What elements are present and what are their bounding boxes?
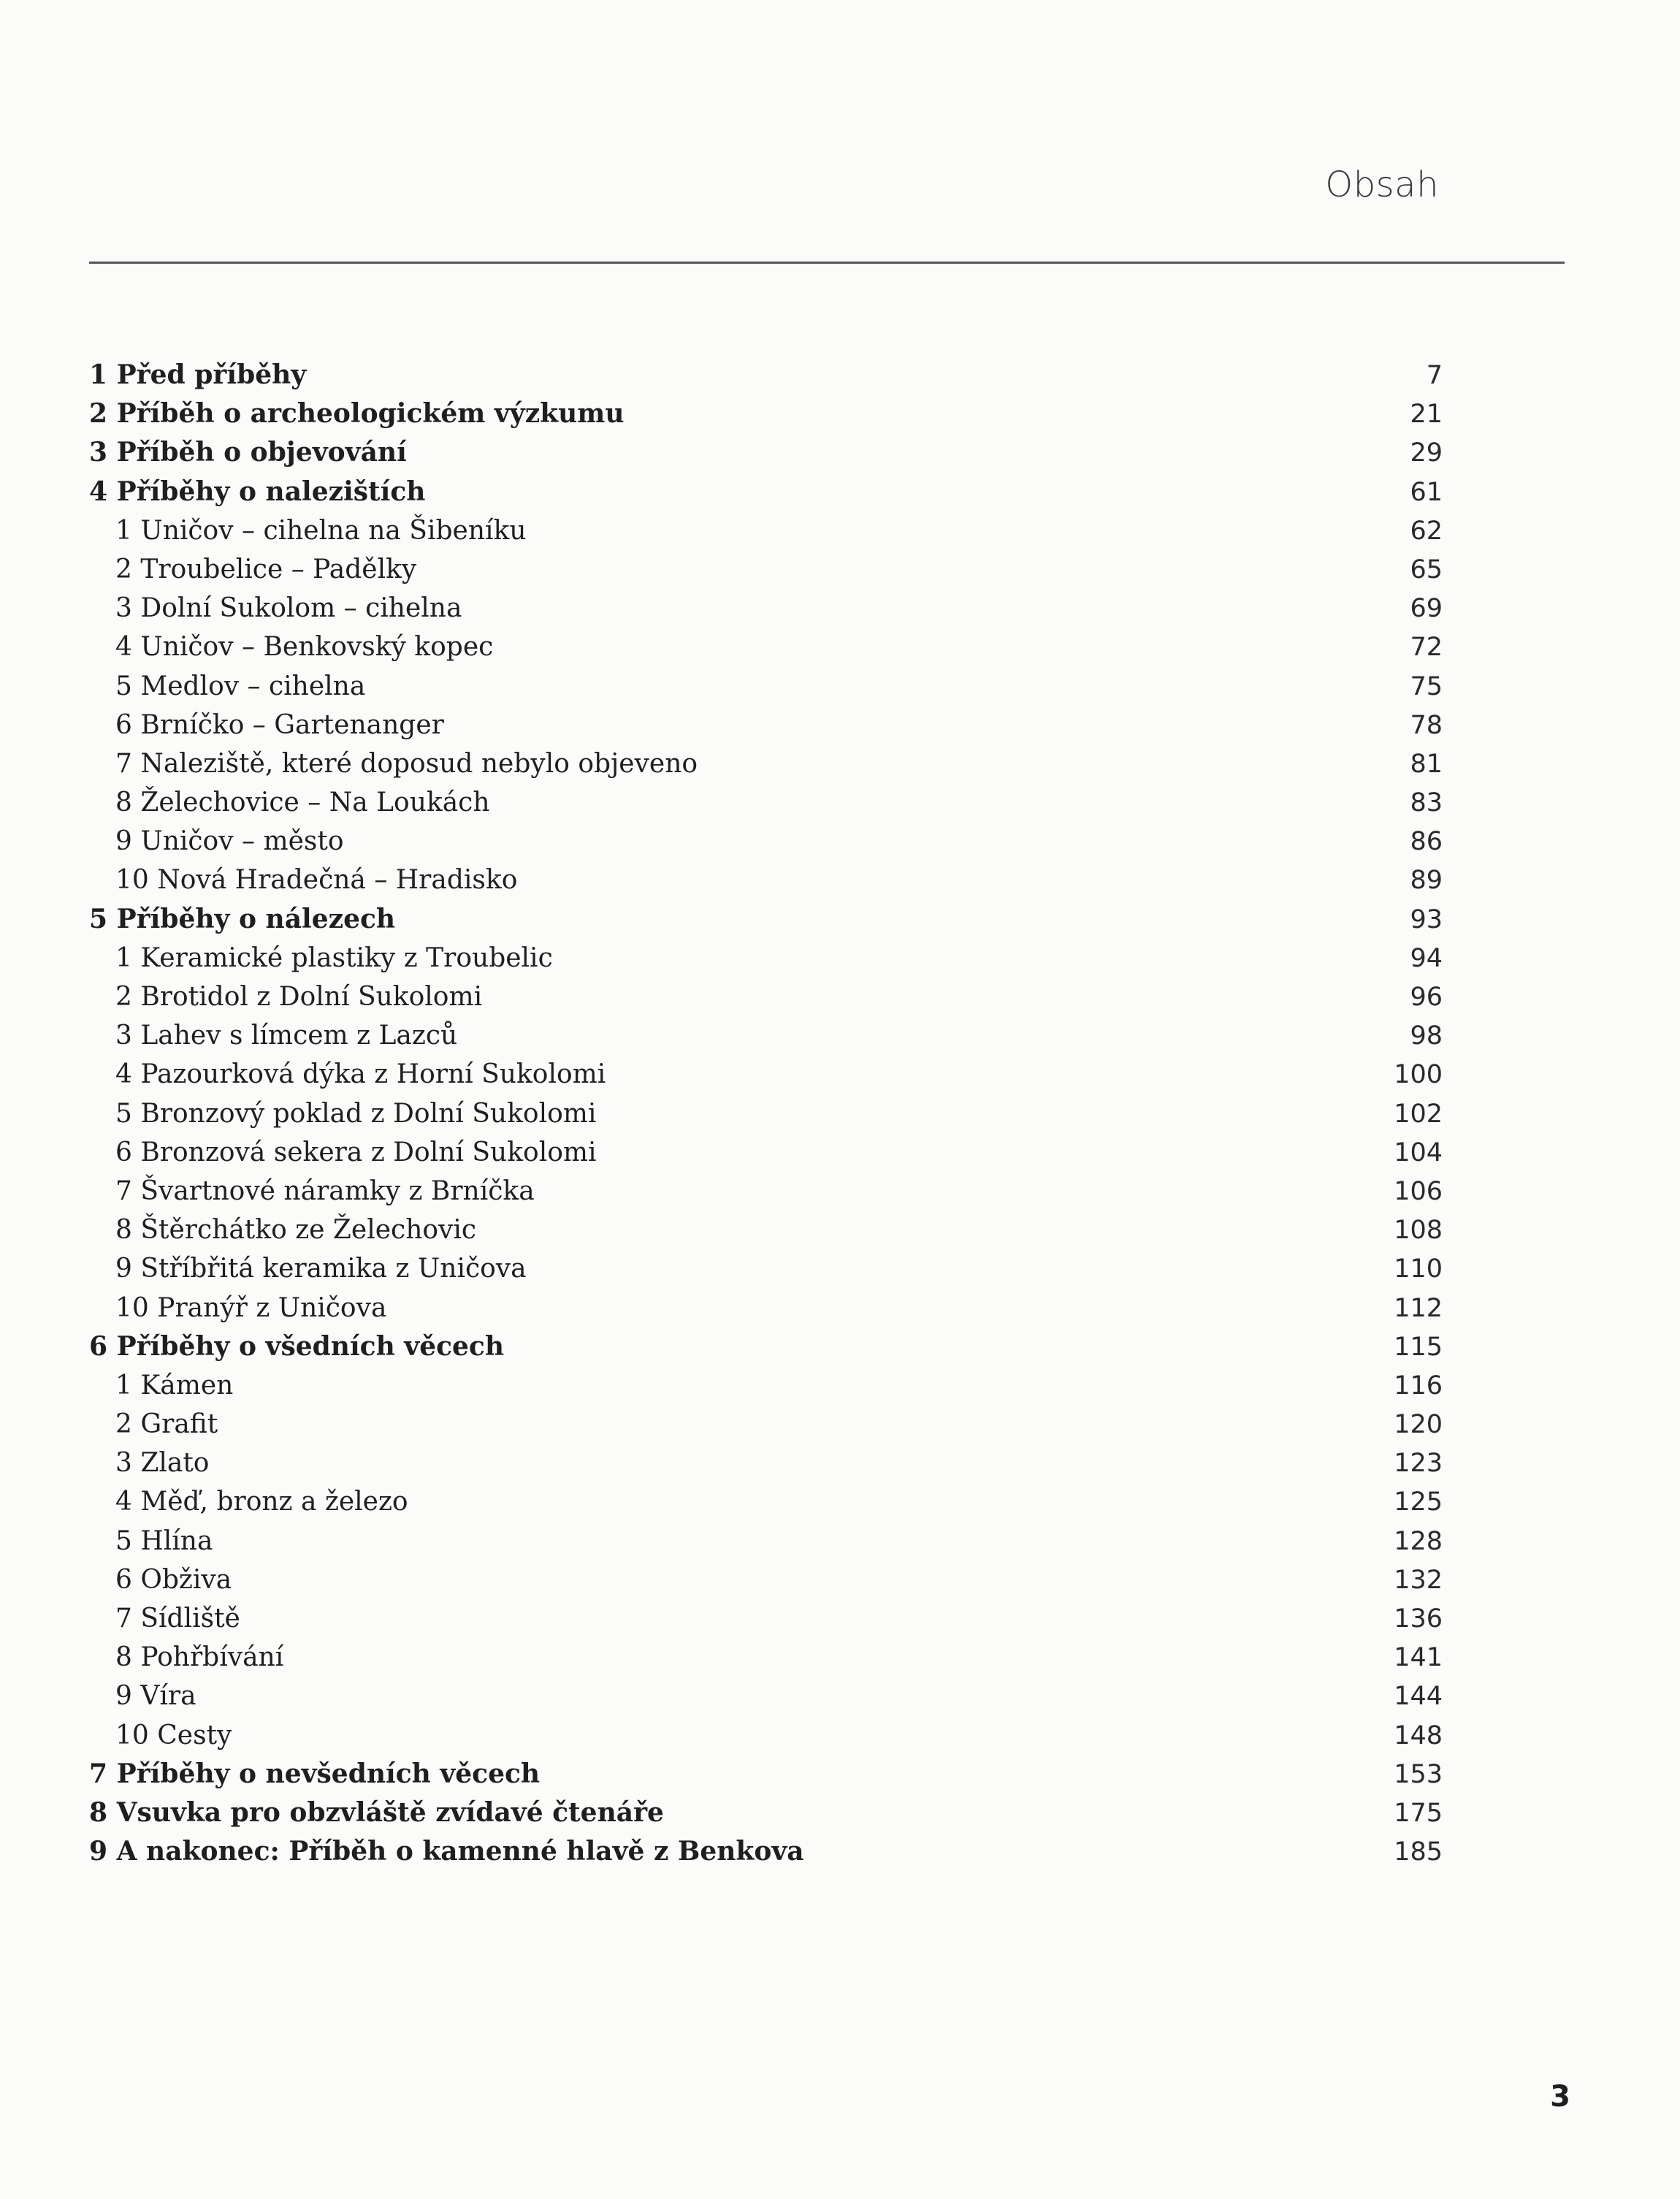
toc-entry-page: 78 [1410, 710, 1443, 740]
toc-entry-page: 98 [1410, 1021, 1443, 1051]
toc-entry-page: 61 [1410, 477, 1443, 507]
toc-section-row [89, 1716, 1443, 1755]
toc-section-row [89, 511, 1443, 550]
toc-entry-page: 89 [1410, 866, 1443, 896]
toc-entry-page: 153 [1394, 1759, 1443, 1789]
toc-section-row [89, 628, 1443, 666]
toc-entry-title: 5 Hlína [115, 1525, 213, 1556]
toc-section-row [89, 977, 1443, 1016]
toc-entry-title: 3 Dolní Sukolom – cihelna [115, 593, 462, 624]
toc-entry-page: 7 [1426, 361, 1443, 390]
toc-section-row [89, 1094, 1443, 1133]
toc-entry-title: 3 Příběh o objevování [89, 437, 407, 468]
toc-chapter-row [89, 356, 1443, 395]
toc-chapter-row [89, 433, 1443, 472]
toc-entry-page: 62 [1410, 516, 1443, 546]
toc-chapter-row [89, 473, 1443, 511]
toc-entry-page: 100 [1394, 1060, 1443, 1090]
toc-entry-title: 9 A nakonec: Příběh o kamenné hlavě z Benkova [89, 1836, 804, 1867]
toc-entry-page: 108 [1394, 1216, 1443, 1246]
toc-entry-title: 2 Brotidol z Dolní Sukolomi [115, 982, 483, 1012]
toc-entry-title: 1 Keramické plastiky z Troubelic [115, 942, 553, 973]
toc-section-row [89, 1560, 1443, 1599]
toc-entry-page: 65 [1410, 554, 1443, 584]
toc-entry-page: 102 [1394, 1099, 1443, 1129]
toc-chapter-row [89, 1832, 1443, 1871]
heading-divider [89, 262, 1565, 264]
toc-entry-page: 132 [1394, 1565, 1443, 1595]
toc-section-row [89, 1249, 1443, 1288]
toc-entry-title: 6 Bronzová sekera z Dolní Sukolomi [115, 1137, 597, 1167]
toc-entry-page: 106 [1394, 1176, 1443, 1206]
toc-entry-page: 93 [1410, 904, 1443, 934]
toc-section-row [89, 1444, 1443, 1482]
toc-entry-page: 185 [1394, 1837, 1443, 1867]
toc-entry-title: 7 Sídliště [115, 1604, 240, 1634]
toc-entry-page: 112 [1394, 1293, 1443, 1323]
toc-entry-title: 1 Před příběhy [89, 359, 307, 390]
toc-section-row [89, 783, 1443, 822]
toc-entry-title: 1 Kámen [115, 1370, 234, 1400]
toc-entry-title: 3 Lahev s límcem z Lazců [115, 1021, 458, 1051]
page-title: Obsah [1325, 164, 1439, 205]
toc-entry-page: 125 [1394, 1487, 1443, 1517]
toc-entry-page: 175 [1394, 1798, 1443, 1828]
toc-entry-page: 72 [1410, 633, 1443, 663]
toc-entry-page: 104 [1394, 1137, 1443, 1167]
toc-entry-page: 86 [1410, 827, 1443, 857]
toc-entry-title: 8 Pohřbívání [115, 1642, 284, 1673]
toc-entry-page: 144 [1394, 1682, 1443, 1712]
toc-entry-page: 115 [1394, 1332, 1443, 1362]
toc-entry-title: 8 Štěrchátko ze Želechovic [115, 1215, 477, 1246]
toc-entry-title: 4 Příběhy o nalezištích [89, 476, 426, 507]
toc-chapter-row [89, 1794, 1443, 1832]
toc-entry-title: 2 Příběh o archeologickém výzkumu [89, 398, 625, 430]
toc-entry-page: 148 [1394, 1720, 1443, 1750]
page-number: 3 [1550, 2080, 1570, 2114]
toc-entry-title: 2 Grafit [115, 1409, 218, 1440]
toc-entry-title: 5 Medlov – cihelna [115, 671, 366, 701]
toc-entry-title: 1 Uničov – cihelna na Šibeníku [115, 515, 527, 546]
toc-entry-page: 81 [1410, 749, 1443, 779]
toc-entry-page: 83 [1410, 788, 1443, 818]
toc-section-row [89, 822, 1443, 861]
toc-entry-title: 4 Měď, bronz a železo [115, 1487, 408, 1517]
toc-section-row [89, 1366, 1443, 1405]
toc-entry-title: 8 Vsuvka pro obzvláště zvídavé čtenáře [89, 1796, 664, 1828]
toc-entry-title: 10 Pranýř z Uničova [115, 1292, 387, 1323]
toc-entry-title: 9 Stříbřitá keramika z Uničova [115, 1254, 527, 1284]
toc-entry-title: 3 Zlato [115, 1448, 210, 1479]
toc-section-row [89, 1599, 1443, 1638]
toc-section-row [89, 1289, 1443, 1327]
toc-entry-title: 4 Pazourková dýka z Horní Sukolomi [115, 1059, 606, 1090]
toc-section-row [89, 744, 1443, 783]
toc-section-row [89, 1211, 1443, 1249]
toc-entry-title: 10 Nová Hradečná – Hradisko [115, 865, 518, 896]
toc-entry-title: 2 Troubelice – Padělky [115, 554, 417, 584]
toc-entry-page: 29 [1410, 438, 1443, 468]
toc-section-row [89, 1677, 1443, 1715]
toc-section-row [89, 667, 1443, 706]
toc-entry-title: 6 Obživa [115, 1564, 232, 1595]
toc-entry-title: 9 Víra [115, 1681, 196, 1712]
toc-entry-title: 6 Brníčko – Gartenanger [115, 709, 444, 740]
toc-entry-page: 123 [1394, 1449, 1443, 1479]
toc-entry-page: 75 [1410, 671, 1443, 701]
toc-section-row [89, 706, 1443, 744]
toc-entry-title: 6 Příběhy o všedních věcech [89, 1330, 505, 1362]
toc-section-row [89, 1016, 1443, 1055]
toc-entry-title: 7 Příběhy o nevšedních věcech [89, 1758, 541, 1789]
toc-entry-title: 10 Cesty [115, 1720, 232, 1750]
toc-chapter-row [89, 1327, 1443, 1366]
toc-section-row [89, 861, 1443, 899]
toc-section-row [89, 1482, 1443, 1521]
toc-entry-page: 120 [1394, 1410, 1443, 1440]
toc-entry-title: 5 Bronzový poklad z Dolní Sukolomi [115, 1098, 597, 1129]
toc-entry-page: 110 [1394, 1254, 1443, 1284]
toc-section-row [89, 1055, 1443, 1094]
toc-entry-title: 7 Švartnové náramky z Brníčka [115, 1175, 535, 1206]
toc-entry-title: 4 Uničov – Benkovský kopec [115, 632, 494, 663]
toc-entry-page: 94 [1410, 943, 1443, 973]
toc-section-row [89, 1172, 1443, 1211]
toc-entry-title: 7 Naleziště, které doposud nebylo objeveno [115, 748, 698, 779]
toc-entry-title: 9 Uničov – město [115, 826, 344, 857]
toc-section-row [89, 939, 1443, 977]
toc-section-row [89, 1405, 1443, 1444]
toc-chapter-row [89, 395, 1443, 433]
toc-chapter-row [89, 1755, 1443, 1794]
toc-entry-page: 128 [1394, 1526, 1443, 1556]
toc-entry-title: 8 Želechovice – Na Loukách [115, 788, 490, 818]
toc-section-row [89, 1638, 1443, 1677]
toc-section-row [89, 589, 1443, 628]
toc-entry-title: 5 Příběhy o nálezech [89, 903, 396, 934]
toc-entry-page: 69 [1410, 594, 1443, 624]
toc-section-row [89, 1522, 1443, 1560]
table-of-contents [89, 356, 1443, 1871]
toc-entry-page: 116 [1394, 1371, 1443, 1400]
toc-entry-page: 141 [1394, 1643, 1443, 1673]
toc-section-row [89, 1133, 1443, 1172]
toc-chapter-row [89, 900, 1443, 939]
toc-entry-page: 21 [1410, 400, 1443, 430]
toc-entry-page: 96 [1410, 983, 1443, 1012]
toc-entry-page: 136 [1394, 1604, 1443, 1634]
toc-section-row [89, 550, 1443, 589]
